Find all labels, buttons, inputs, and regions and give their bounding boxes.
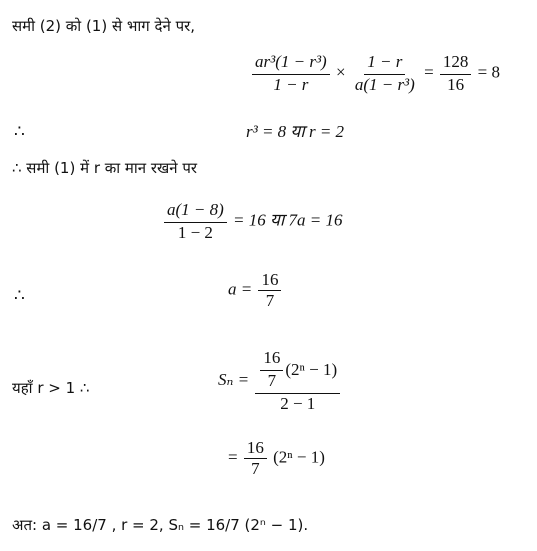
equation-a-rhs: = 16 या 7a = 16 xyxy=(233,210,343,230)
therefore-symbol-2: ∴ xyxy=(14,286,25,305)
fraction-sn-inner-tail: (2ⁿ − 1) xyxy=(285,359,338,379)
fraction-sn-inner-den: 7 xyxy=(267,371,277,390)
equals-sign-2: = xyxy=(228,447,238,467)
fraction-1 xyxy=(252,52,330,95)
fraction-5-denominator: 7 xyxy=(265,291,275,310)
fraction-sn xyxy=(255,348,340,414)
fraction-1-denominator: 1 − r xyxy=(273,75,309,94)
fraction-6-tail: (2ⁿ − 1) xyxy=(273,447,325,467)
fraction-3 xyxy=(440,52,472,95)
fraction-sn-inner xyxy=(260,348,283,391)
fraction-4-denominator: 1 − 2 xyxy=(177,223,213,242)
fraction-1-numerator: ar³(1 − r³) xyxy=(252,52,330,75)
fraction-4 xyxy=(164,200,227,243)
fraction-2-numerator: 1 − r xyxy=(364,52,405,75)
fraction-sn-denominator: 2 − 1 xyxy=(280,394,316,413)
step-intro: समी (2) को (1) से भाग देने पर, xyxy=(12,17,196,35)
fraction-3-numerator: 128 xyxy=(440,52,472,75)
condition-text: यहाँ r > 1 ∴ xyxy=(12,379,90,397)
fraction-3-denominator: 16 xyxy=(447,75,465,94)
fraction-2 xyxy=(352,52,418,95)
fraction-6-numerator: 16 xyxy=(244,438,267,459)
equation-a-value xyxy=(228,270,283,311)
equals-sign: = xyxy=(424,62,434,82)
ratio-result: = 8 xyxy=(477,62,501,82)
equation-sn-simplified xyxy=(228,438,325,479)
fraction-5 xyxy=(258,270,281,311)
fraction-2-denominator: a(1 − r³) xyxy=(354,75,415,94)
equation-sn xyxy=(218,348,342,414)
fraction-sn-numerator xyxy=(255,348,340,394)
fraction-6-denominator: 7 xyxy=(251,459,260,478)
fraction-sn-inner-num: 16 xyxy=(260,348,283,371)
equation-a xyxy=(162,200,343,243)
therefore-symbol: ∴ xyxy=(14,122,25,141)
sn-label: Sₙ = xyxy=(218,369,250,389)
step-substitute: ∴ समी (1) में r का मान रखने पर xyxy=(12,159,198,177)
times-sign: × xyxy=(335,62,346,82)
fraction-4-numerator: a(1 − 8) xyxy=(164,200,227,223)
equation-r: r³ = 8 या r = 2 xyxy=(246,122,345,141)
a-equals: a = xyxy=(228,279,253,299)
equation-ratio xyxy=(250,52,500,95)
fraction-6 xyxy=(244,438,267,479)
fraction-5-numerator: 16 xyxy=(258,270,281,291)
final-answer: अत: a = 16/7 , r = 2, Sₙ = 16/7 (2ⁿ − 1). xyxy=(12,516,309,534)
